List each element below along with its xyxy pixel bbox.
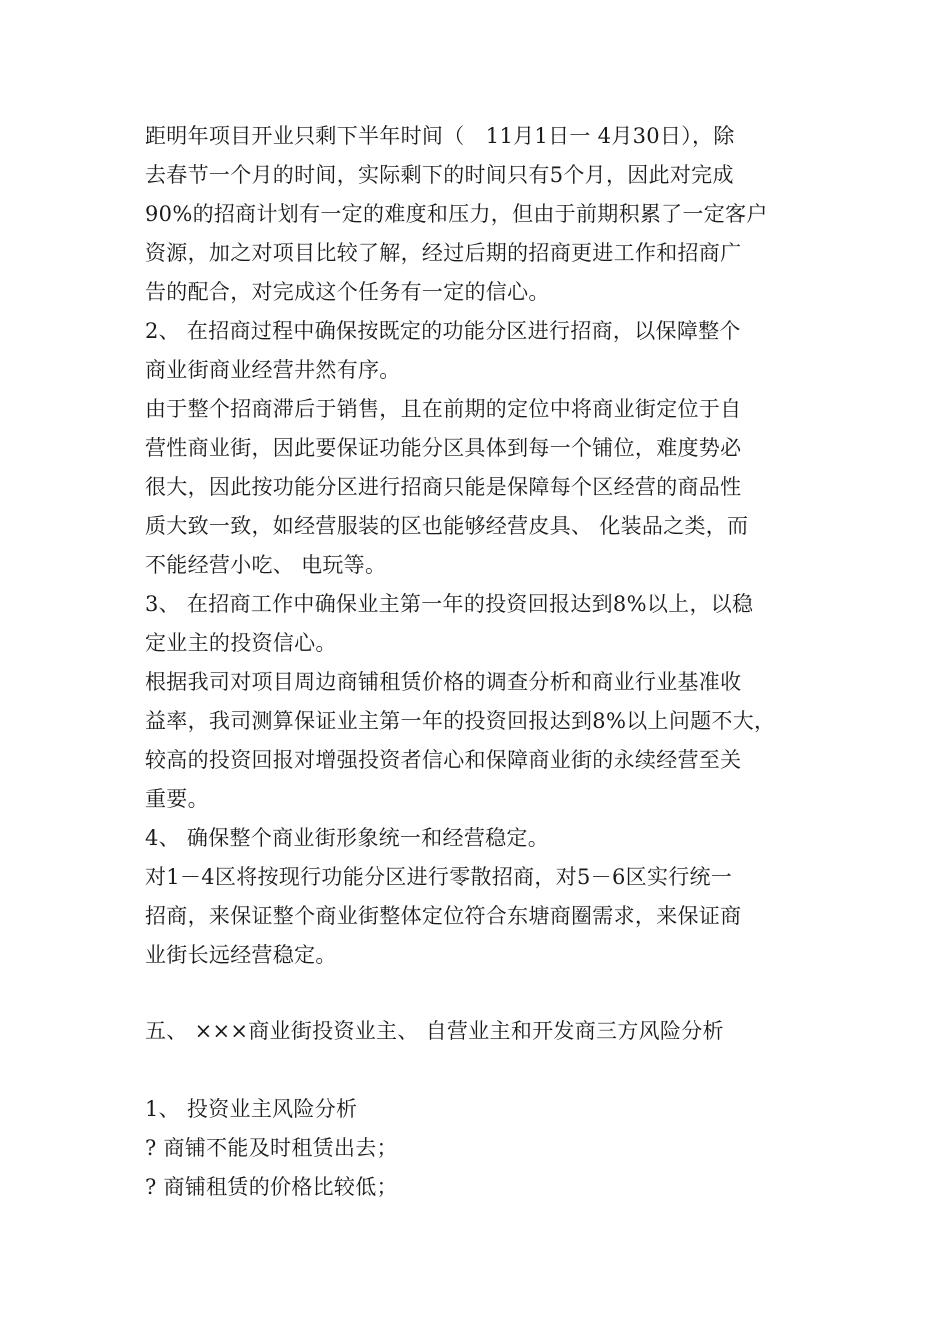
numbered-heading: 2、 在招商过程中确保按既定的功能分区进行招商，以保障整个 — [145, 319, 741, 343]
list-item: ? 商铺租赁的价格比较低； — [145, 1175, 398, 1199]
paragraph-line: 资源，加之对项目比较了解，经过后期的招商更进工作和招商广 — [145, 241, 742, 265]
numbered-heading: 4、 确保整个商业街形象统一和经营稳定。 — [145, 826, 550, 850]
paragraph-line: 益率，我司测算保证业主第一年的投资回报达到8%以上问题不大， — [145, 709, 776, 733]
paragraph-line: 营性商业街，因此要保证功能分区具体到每一个铺位，难度势必 — [145, 436, 742, 460]
paragraph-line: 告的配合，对完成这个任务有一定的信心。 — [145, 280, 550, 304]
paragraph-line: 由于整个招商滞后于销售，且在前期的定位中将商业街定位于自 — [145, 397, 742, 421]
paragraph-line: 业街长远经营稳定。 — [145, 943, 337, 967]
paragraph-line: 定业主的投资信心。 — [145, 631, 337, 655]
paragraph-line: 距明年项目开业只剩下半年时间（ 11月1日一 4月30日），除 — [145, 124, 735, 148]
paragraph-line: 根据我司对项目周边商铺租赁价格的调查分析和商业行业基准收 — [145, 670, 742, 694]
paragraph-line: 不能经营小吃、 电玩等。 — [145, 553, 387, 577]
paragraph-line: 对1－4区将按现行功能分区进行零散招商，对5－6区实行统一 — [145, 865, 733, 889]
list-item: ? 商铺不能及时租赁出去； — [145, 1136, 398, 1160]
section-heading: 五、 ×××商业街投资业主、 自营业主和开发商三方风险分析 — [145, 1019, 724, 1043]
paragraph-line: 很大，因此按功能分区进行招商只能是保障每个区经营的商品性 — [145, 475, 742, 499]
paragraph-line: 较高的投资回报对增强投资者信心和保障商业街的永续经营至关 — [145, 748, 742, 772]
paragraph-line: 去春节一个月的时间，实际剩下的时间只有5个月，因此对完成 — [145, 163, 734, 187]
paragraph-line: 商业街商业经营井然有序。 — [145, 358, 401, 382]
paragraph-line: 90%的招商计划有一定的难度和压力，但由于前期积累了一定客户 — [145, 202, 768, 226]
paragraph-line: 质大致一致，如经营服装的区也能够经营皮具、 化装品之类，而 — [145, 514, 749, 538]
numbered-heading: 3、 在招商工作中确保业主第一年的投资回报达到8%以上，以稳 — [145, 592, 754, 616]
paragraph-line: 招商，来保证整个商业街整体定位符合东塘商圈需求，来保证商 — [145, 904, 742, 928]
numbered-heading: 1、 投资业主风险分析 — [145, 1097, 358, 1121]
paragraph-line: 重要。 — [145, 787, 209, 811]
